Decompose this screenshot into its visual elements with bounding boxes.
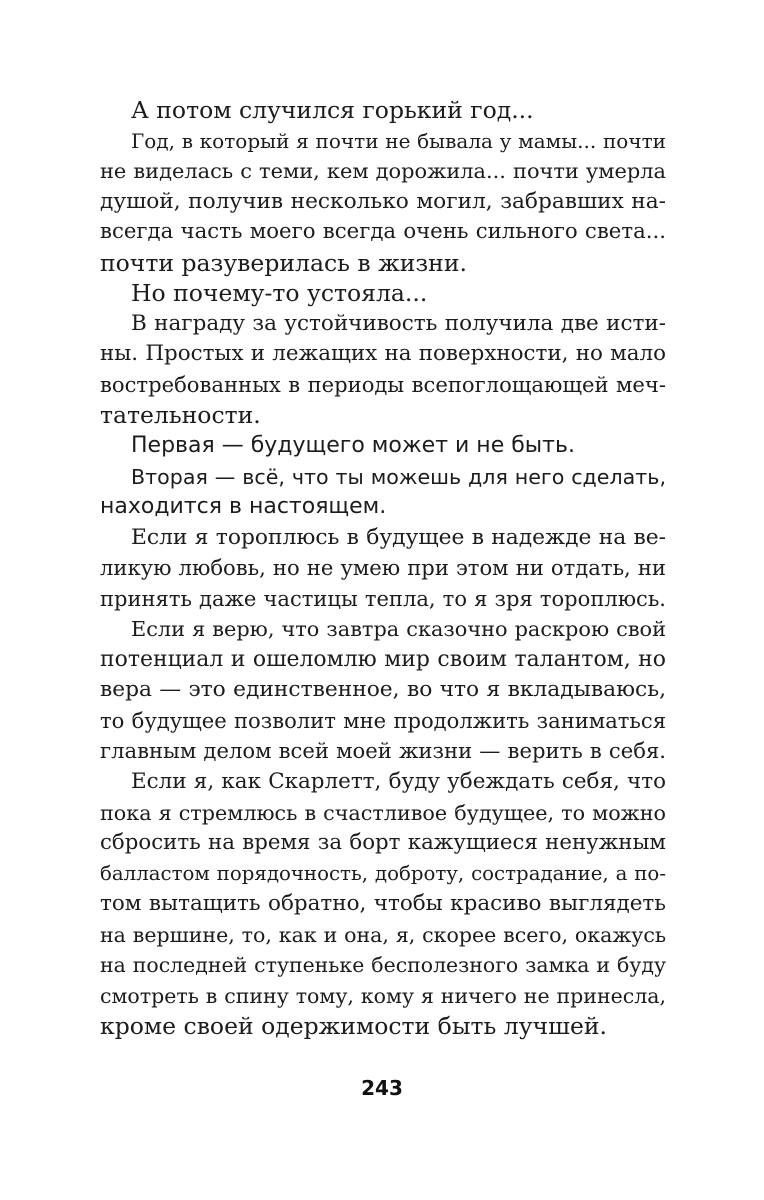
text-line: сбросить на время за борт кажущиеся ненужным (100, 830, 666, 856)
text-line: Если я верю, что завтра сказочно раскрою свой (131, 617, 666, 642)
text-line: востребованных в периоды всепоглощающей меч- (100, 371, 666, 397)
text-line: Если я тороплюсь в будущее в надежде на ве- (131, 524, 666, 550)
text-line: Если я, как Скарлетт, буду убеждать себя, что (131, 769, 666, 795)
text-line: тательности. (100, 401, 261, 430)
text-line: вера — это единственное, во что я вкладываюсь, (100, 677, 666, 703)
text-line: то будущее позволит мне продолжить заниматься (100, 707, 666, 733)
text-line: ликую любовь, но не умею при этом ни отдать, ни (100, 555, 666, 581)
text-line: А потом случился горький год... (131, 96, 534, 124)
page-number: 243 (361, 1076, 403, 1100)
text-line: принять даже частицы тепла, то я зря тороплюсь. (100, 585, 666, 611)
text-line: душой, получив несколько могил, забравших на- (100, 188, 666, 214)
text-line: не виделась с теми, кем дорожила... почти умерла (100, 159, 666, 184)
text-line: Но почему-то устояла... (131, 279, 428, 308)
highlight-line: Первая — будущего может и не быть. (131, 433, 575, 459)
text-line: пока я стремлюсь в счастливое будущее, то можно (100, 800, 666, 825)
text-line: на вершине, то, как и она, я, скорее всего, окажусь (100, 922, 666, 947)
text-line: на последней ступеньке бесполезного замка и буду (100, 953, 666, 978)
text-line: кроме своей одержимости быть лучшей. (100, 1012, 607, 1041)
text-line: том вытащить обратно, чтобы красиво выглядеть (100, 891, 666, 917)
text-line: почти разуверилась в жизни. (100, 248, 467, 277)
highlight-line: Вторая — всё, что ты можешь для него сделать, (131, 464, 666, 489)
text-line: В награду за устойчивость получила две исти- (131, 310, 666, 336)
text-line: ны. Простых и лежащих на поверхности, но мало (100, 341, 666, 367)
page-text (100, 95, 666, 1042)
text-line: главным делом всей моей жизни — верить в себя. (100, 738, 666, 764)
text-line: Год, в который я почти не бывала у мамы... почти (131, 128, 666, 153)
text-line: потенциал и ошеломлю мир своим талантом, но (100, 646, 666, 672)
text-line: всегда часть моего всегда очень сильного света... (100, 219, 666, 245)
text-line: балластом порядочность, доброту, сострадание, а по- (100, 861, 666, 885)
highlight-line: находится в настоящем. (100, 494, 387, 520)
text-line: смотреть в спину тому, кому я ничего не принесла, (100, 983, 666, 1008)
